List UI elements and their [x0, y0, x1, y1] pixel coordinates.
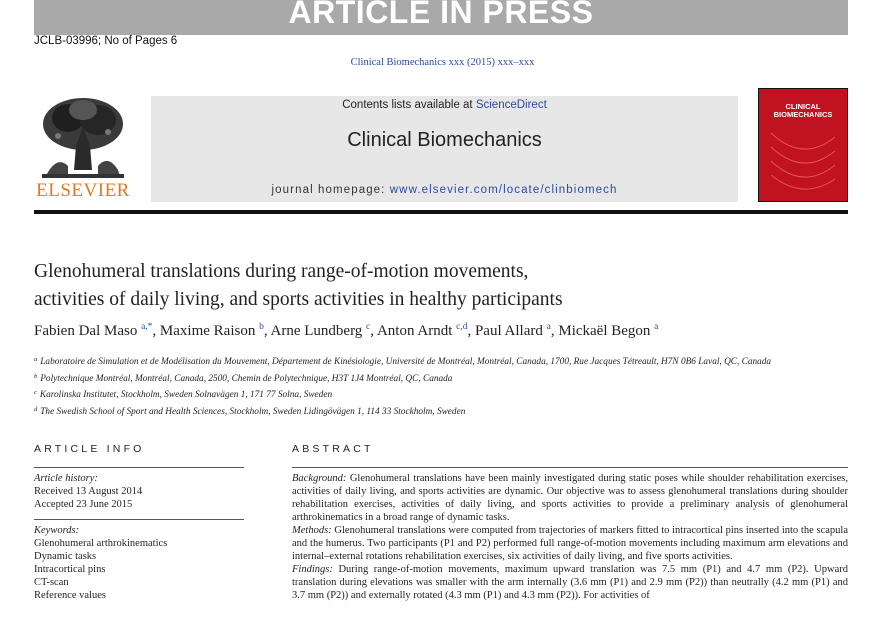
elsevier-logo[interactable] — [34, 96, 132, 204]
keyword-item: CT-scan — [34, 577, 69, 588]
affiliation-text: The Swedish School of Sport and Health Sciences, Stockholm, Sweden Lidingövägen 1, 114 33 Stockholm, Sweden — [40, 406, 466, 417]
contents-line — [151, 99, 738, 111]
keyword-item: Dynamic tasks — [34, 551, 97, 562]
affiliation-text: Laboratoire de Simulation et de Modélisation du Mouvement, Département de Kinésiologie, Université de Montréal, Montréal, Canada, 1700, Rue Jacques Tétreault, H7N 0B6 Laval, QC, Canada — [40, 357, 772, 367]
affiliation-text: Karolinska Institutet, Stockholm, Sweden Solnavägen 1, 171 77 Solna, Sweden — [39, 390, 333, 400]
history-label: Article history: — [34, 473, 98, 484]
abstract-heading: ABSTRACT — [292, 443, 374, 455]
abstract-rule — [292, 467, 848, 468]
cover-title-line2: BIOMECHANICS — [773, 110, 833, 119]
article-in-press-banner — [34, 0, 848, 35]
citation-link[interactable]: Clinical Biomechanics xxx (2015) xxx–xxx — [350, 57, 535, 68]
keyword-item: Intracortical pins — [34, 564, 106, 575]
affiliation-text: Polytechnique Montréal, Montréal, Canada, 2500, Chemin de Polytechnique, H3T 1J4 Montréal, QC, Canada — [40, 373, 453, 384]
affiliation-list — [34, 353, 864, 419]
author-name[interactable]: Mickaël Begon — [558, 323, 651, 339]
author-affil-mark[interactable]: a,* — [141, 322, 153, 332]
affiliation-item — [34, 370, 864, 387]
journal-banner — [151, 96, 738, 202]
affiliation-item — [34, 386, 864, 403]
author-list: Fabien Dal Maso $^{a,*}$, Maxime Raison $^b$, Arne Lundberg $^c$, Anton Arndt $^{c,d}$, Paul Allard $^a$, Mickaël Begon $^a$ — [34, 322, 659, 339]
article-info-panel — [34, 472, 244, 602]
author-name[interactable]: Arne Lundberg — [270, 323, 363, 339]
findings-text: During range-of-motion movements, maximum upward translation was 7.5 mm (P1) and 4.7 mm (P2). Upward translation during elevations was smaller with the arm internally (3.6 mm (P1) and 2.9 mm (P2)) than neutrally (4.2 mm (P1) and 3.7 mm (P2)) and externally rotated (4.3 mm (P1) and 4.3 mm (P2)). For activities of — [292, 564, 848, 601]
abstract-methods — [292, 524, 848, 563]
background-text: Glenohumeral translations have been mainly investigated during static poses while shoulder rehabilitation exercises, activities of daily living, and sports activities are dynamic. Our objective was to assess glenohumeral translations during shoulder rehabilitation exercises, activities of daily living, and sports activities to provide a preliminary analysis of glenohumeral arthrokinematics in a broad range of dynamic tasks. — [292, 473, 848, 523]
journal-id: JCLB-03996; No of Pages 6 — [34, 35, 178, 47]
methods-text: Glenohumeral translations were computed from trajectories of markers fitted to intracortical pins inserted into the scapula and the humerus. Two participants (P1 and P2) performed full range-of-motion movements including maximum arm elevations and internal–external rotations rehabilitation exercises, six activities of daily living, and five sports activities. — [292, 525, 848, 562]
elsevier-wordmark: ELSEVIER — [36, 180, 130, 201]
article-info-rule — [34, 467, 244, 468]
accepted-date: Accepted 23 June 2015 — [34, 499, 133, 510]
affiliation-item — [34, 353, 864, 370]
author-name[interactable]: Fabien Dal Maso — [34, 323, 138, 339]
keyword-item: Reference values — [34, 590, 106, 601]
author-affil-mark[interactable]: b — [259, 322, 264, 332]
author-affil-mark[interactable]: a — [654, 322, 659, 332]
elsevier-tree-icon — [38, 96, 128, 180]
article-title-line1: Glenohumeral translations during range-of-motion movements, — [34, 261, 529, 282]
author-name[interactable]: Paul Allard — [474, 323, 543, 339]
homepage-url-link[interactable]: www.elsevier.com/locate/clinbiomech — [389, 184, 618, 196]
info-divider — [34, 519, 244, 520]
author-affil-mark[interactable]: c,d — [456, 322, 468, 332]
findings-label: Findings: — [292, 564, 333, 575]
abstract-findings — [292, 563, 848, 602]
abstract-body — [292, 472, 848, 602]
received-date: Received 13 August 2014 — [34, 486, 143, 497]
abstract-background — [292, 472, 848, 524]
author-affil-mark[interactable]: a — [546, 322, 551, 332]
background-label: Background: — [292, 473, 347, 484]
sciencedirect-link[interactable]: ScienceDirect — [475, 99, 547, 111]
author-affil-mark[interactable]: c — [366, 322, 371, 332]
cover-title — [759, 103, 847, 119]
journal-cover[interactable] — [758, 88, 848, 202]
author-name[interactable]: Anton Arndt — [376, 323, 453, 339]
affiliation-mark: a — [34, 356, 38, 363]
contents-prefix: Contents lists available at — [342, 99, 476, 111]
keyword-item: Glenohumeral arthrokinematics — [34, 538, 168, 549]
cover-title-line1: CLINICAL — [785, 102, 821, 111]
header-divider — [34, 210, 848, 214]
article-title — [34, 258, 834, 314]
author-name[interactable]: Maxime Raison — [159, 323, 256, 339]
keywords-label: Keywords: — [34, 525, 80, 536]
homepage-prefix: journal homepage: — [271, 184, 390, 196]
article-in-press-text: ARTICLE IN PRESS — [288, 0, 594, 30]
affiliation-mark: c — [34, 389, 37, 396]
article-title-line2: activities of daily living, and sports activities in healthy participants — [34, 289, 563, 310]
affiliation-mark: b — [34, 372, 38, 380]
affiliation-mark: d — [34, 405, 38, 413]
methods-label: Methods: — [292, 525, 332, 536]
affiliation-item — [34, 403, 864, 420]
homepage-line — [151, 184, 738, 196]
journal-name: Clinical Biomechanics — [347, 129, 542, 151]
article-info-heading: ARTICLE INFO — [34, 443, 145, 455]
cover-art-icon — [767, 123, 839, 195]
